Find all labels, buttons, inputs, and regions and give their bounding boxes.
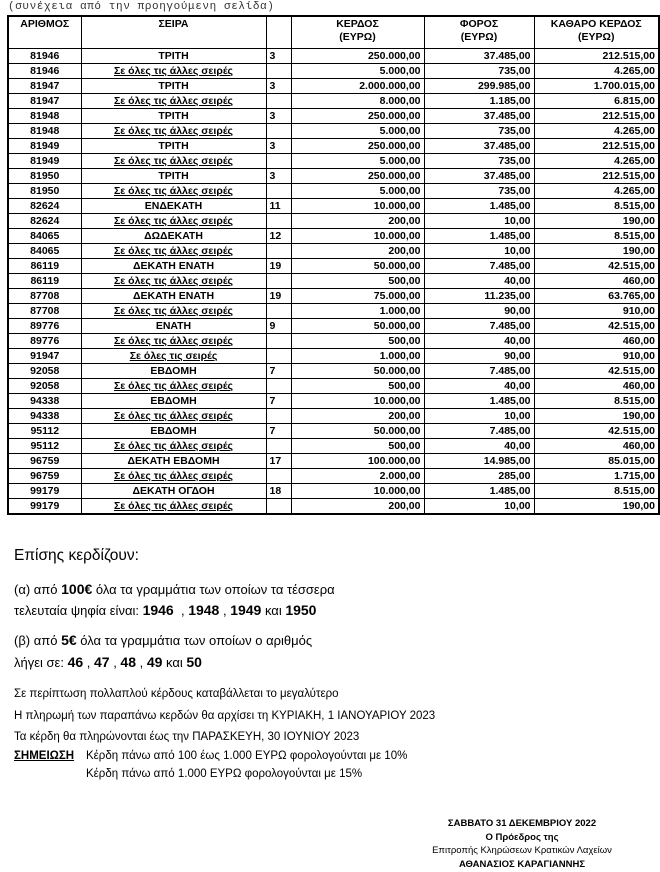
ticket-number: 81949 <box>8 139 81 154</box>
signature-block <box>402 817 642 871</box>
net-amount: 42.515,00 <box>534 364 659 379</box>
draw-number: 19 <box>266 289 291 304</box>
table-row <box>8 469 659 484</box>
net-amount: 4.265,00 <box>534 184 659 199</box>
series-name: ΤΡΙΤΗ <box>81 109 266 124</box>
table-row <box>8 424 659 439</box>
net-amount: 212.515,00 <box>534 109 659 124</box>
series-name: Σε όλες τις άλλες σειρές <box>81 379 266 394</box>
net-amount: 460,00 <box>534 334 659 349</box>
results-table <box>7 15 660 515</box>
ticket-number: 81949 <box>8 154 81 169</box>
table-row <box>8 229 659 244</box>
header-draw <box>266 16 291 49</box>
signature-committee: Επιτροπής Κληρώσεων Κρατικών Λαχείων <box>432 845 612 856</box>
tax-amount: 735,00 <box>424 184 534 199</box>
table-row <box>8 64 659 79</box>
prize-amount: 500,00 <box>291 439 424 454</box>
ticket-number: 81948 <box>8 124 81 139</box>
net-amount: 85.015,00 <box>534 454 659 469</box>
prize-amount: 10.000,00 <box>291 229 424 244</box>
tax-amount: 40,00 <box>424 334 534 349</box>
series-name: Σε όλες τις άλλες σειρές <box>81 499 266 515</box>
header-tax-label: ΦΟΡΟΣ <box>459 18 499 30</box>
net-amount: 1.700.015,00 <box>534 79 659 94</box>
prize-amount: 8.000,00 <box>291 94 424 109</box>
clause-a-number: 1950 <box>285 602 317 618</box>
tax-amount: 1.485,00 <box>424 394 534 409</box>
clause-b-line1 <box>14 632 312 648</box>
header-number: ΑΡΙΘΜΟΣ <box>8 16 81 49</box>
table-body <box>8 49 659 515</box>
draw-number <box>266 154 291 169</box>
clause-b-text: όλα τα γραμμάτια των οποίων ο αριθμός <box>76 633 313 648</box>
draw-number: 3 <box>266 169 291 184</box>
net-amount: 42.515,00 <box>534 259 659 274</box>
draw-number <box>266 334 291 349</box>
series-name: ΕΒΔΟΜΗ <box>81 364 266 379</box>
prize-amount: 1.000,00 <box>291 349 424 364</box>
conjunction: και <box>162 655 187 670</box>
tax-amount: 10,00 <box>424 409 534 424</box>
clause-b-number: 50 <box>186 654 202 670</box>
signature-role: Ο Πρόεδρος της <box>485 831 559 843</box>
net-amount: 212.515,00 <box>534 169 659 184</box>
series-name: Σε όλες τις άλλες σειρές <box>81 94 266 109</box>
ticket-number: 89776 <box>8 334 81 349</box>
tax-amount: 90,00 <box>424 349 534 364</box>
net-amount: 910,00 <box>534 349 659 364</box>
prize-amount: 250.000,00 <box>291 139 424 154</box>
net-amount: 190,00 <box>534 244 659 259</box>
tax-amount: 40,00 <box>424 439 534 454</box>
ticket-number: 94338 <box>8 409 81 424</box>
series-name: ΕΒΔΟΜΗ <box>81 394 266 409</box>
table-row <box>8 484 659 499</box>
ticket-number: 81946 <box>8 64 81 79</box>
draw-number <box>266 124 291 139</box>
table-row <box>8 169 659 184</box>
draw-number <box>266 94 291 109</box>
tax-amount: 7.485,00 <box>424 364 534 379</box>
clause-b-number: 47 <box>94 654 110 670</box>
table-row <box>8 289 659 304</box>
table-header-row <box>8 16 659 49</box>
tax-amount: 735,00 <box>424 154 534 169</box>
draw-number: 7 <box>266 394 291 409</box>
ticket-number: 95112 <box>8 439 81 454</box>
series-name: Σε όλες τις άλλες σειρές <box>81 409 266 424</box>
series-name: ΔΕΚΑΤΗ ΕΝΑΤΗ <box>81 259 266 274</box>
ticket-number: 81946 <box>8 49 81 64</box>
net-amount: 460,00 <box>534 274 659 289</box>
net-amount: 42.515,00 <box>534 319 659 334</box>
prize-amount: 500,00 <box>291 334 424 349</box>
prize-amount: 1.000,00 <box>291 304 424 319</box>
tax-amount: 37.485,00 <box>424 109 534 124</box>
series-name: Σε όλες τις άλλες σειρές <box>81 274 266 289</box>
prize-amount: 2.000,00 <box>291 469 424 484</box>
ticket-number: 87708 <box>8 304 81 319</box>
series-name: ΤΡΙΤΗ <box>81 169 266 184</box>
series-name: Σε όλες τις άλλες σειρές <box>81 64 266 79</box>
tax-amount: 285,00 <box>424 469 534 484</box>
header-prize <box>291 16 424 49</box>
tax-amount: 37.485,00 <box>424 139 534 154</box>
ticket-number: 84065 <box>8 229 81 244</box>
net-amount: 4.265,00 <box>534 64 659 79</box>
prize-amount: 10.000,00 <box>291 394 424 409</box>
clause-a-prefix: (α) από <box>14 582 62 597</box>
table-row <box>8 244 659 259</box>
ticket-number: 81950 <box>8 184 81 199</box>
series-name: ΕΝΑΤΗ <box>81 319 266 334</box>
prize-amount: 200,00 <box>291 409 424 424</box>
note-payment-end: Τα κέρδη θα πληρώνονται έως την ΠΑΡΑΣΚΕΥΗ, 30 ΙΟΥΝΙΟΥ 2023 <box>14 731 360 743</box>
separator: , <box>219 603 231 618</box>
table-row <box>8 274 659 289</box>
draw-number <box>266 469 291 484</box>
note-tax-1 <box>14 750 407 762</box>
ticket-number: 82624 <box>8 199 81 214</box>
draw-number <box>266 244 291 259</box>
prize-amount: 10.000,00 <box>291 484 424 499</box>
table-row <box>8 304 659 319</box>
clause-a-text2: τελευταία ψηφία είναι: <box>14 603 143 618</box>
net-amount: 460,00 <box>534 379 659 394</box>
table-row <box>8 184 659 199</box>
ticket-number: 81948 <box>8 109 81 124</box>
draw-number <box>266 349 291 364</box>
table-row <box>8 79 659 94</box>
table-row <box>8 139 659 154</box>
separator: , <box>109 655 121 670</box>
ticket-number: 86119 <box>8 259 81 274</box>
prize-amount: 100.000,00 <box>291 454 424 469</box>
net-amount: 63.765,00 <box>534 289 659 304</box>
separator: , <box>83 655 94 670</box>
tax-amount: 1.485,00 <box>424 484 534 499</box>
note-label: ΣΗΜΕΙΩΣΗ <box>14 750 75 762</box>
net-amount: 8.515,00 <box>534 229 659 244</box>
header-prize-label: ΚΕΡΔΟΣ <box>336 18 379 30</box>
draw-number <box>266 409 291 424</box>
table-row <box>8 394 659 409</box>
draw-number <box>266 439 291 454</box>
draw-number: 11 <box>266 199 291 214</box>
draw-number <box>266 214 291 229</box>
tax-amount: 10,00 <box>424 499 534 515</box>
ticket-number: 96759 <box>8 454 81 469</box>
clause-a-number: 1946 <box>142 602 174 618</box>
ticket-number: 81947 <box>8 79 81 94</box>
tax-amount: 7.485,00 <box>424 424 534 439</box>
prize-amount: 50.000,00 <box>291 319 424 334</box>
table-row <box>8 379 659 394</box>
tax-amount: 37.485,00 <box>424 49 534 64</box>
header-net <box>534 16 659 49</box>
tax-amount: 40,00 <box>424 379 534 394</box>
table-row <box>8 49 659 64</box>
header-net-label: ΚΑΘΑΡΟ ΚΕΡΔΟΣ <box>550 18 642 30</box>
draw-number: 3 <box>266 109 291 124</box>
series-name: ΤΡΙΤΗ <box>81 139 266 154</box>
clause-b-text2: λήγει σε: <box>14 655 68 670</box>
prize-amount: 250.000,00 <box>291 169 424 184</box>
draw-number: 17 <box>266 454 291 469</box>
clause-b-prefix: (β) από <box>14 633 62 648</box>
draw-number <box>266 64 291 79</box>
table-row <box>8 154 659 169</box>
tax-amount: 90,00 <box>424 304 534 319</box>
clause-b-number: 46 <box>67 654 84 670</box>
draw-number: 7 <box>266 364 291 379</box>
series-name: Σε όλες τις άλλες σειρές <box>81 124 266 139</box>
ticket-number: 92058 <box>8 364 81 379</box>
prize-amount: 50.000,00 <box>291 424 424 439</box>
net-amount: 8.515,00 <box>534 199 659 214</box>
draw-number: 7 <box>266 424 291 439</box>
draw-number: 3 <box>266 139 291 154</box>
ticket-number: 87708 <box>8 289 81 304</box>
prize-amount: 10.000,00 <box>291 199 424 214</box>
clause-b-number: 49 <box>146 654 163 670</box>
prize-amount: 5.000,00 <box>291 184 424 199</box>
header-net-unit: (ΕΥΡΩ) <box>578 31 615 43</box>
series-name: Σε όλες τις άλλες σειρές <box>81 214 266 229</box>
draw-number: 3 <box>266 49 291 64</box>
series-name: ΔΩΔΕΚΑΤΗ <box>81 229 266 244</box>
net-amount: 8.515,00 <box>534 394 659 409</box>
table-row <box>8 409 659 424</box>
table-row <box>8 439 659 454</box>
tax-amount: 7.485,00 <box>424 259 534 274</box>
net-amount: 4.265,00 <box>534 154 659 169</box>
clause-a-text: όλα τα γραμμάτια των οποίων τα τέσσερα <box>92 582 335 597</box>
series-name: Σε όλες τις άλλες σειρές <box>81 439 266 454</box>
prize-amount: 2.000.000,00 <box>291 79 424 94</box>
net-amount: 190,00 <box>534 214 659 229</box>
prize-amount: 250.000,00 <box>291 109 424 124</box>
note-multiple-win: Σε περίπτωση πολλαπλού κέρδους καταβάλλεται το μεγαλύτερο <box>14 688 339 700</box>
tax-amount: 10,00 <box>424 214 534 229</box>
net-amount: 190,00 <box>534 499 659 515</box>
series-name: Σε όλες τις άλλες σειρές <box>81 244 266 259</box>
series-name: Σε όλες τις άλλες σειρές <box>81 184 266 199</box>
series-name: ΔΕΚΑΤΗ ΕΝΑΤΗ <box>81 289 266 304</box>
ticket-number: 81950 <box>8 169 81 184</box>
prize-amount: 50.000,00 <box>291 364 424 379</box>
series-name: ΤΡΙΤΗ <box>81 49 266 64</box>
ticket-number: 92058 <box>8 379 81 394</box>
ticket-number: 82624 <box>8 214 81 229</box>
ticket-number: 86119 <box>8 274 81 289</box>
tax-amount: 735,00 <box>424 124 534 139</box>
header-tax <box>424 16 534 49</box>
ticket-number: 84065 <box>8 244 81 259</box>
draw-number <box>266 274 291 289</box>
ticket-number: 94338 <box>8 394 81 409</box>
prize-amount: 200,00 <box>291 499 424 515</box>
prize-amount: 500,00 <box>291 379 424 394</box>
tax-amount: 7.485,00 <box>424 319 534 334</box>
table-row <box>8 124 659 139</box>
table-row <box>8 199 659 214</box>
series-name: Σε όλες τις άλλες σειρές <box>81 154 266 169</box>
clause-a-number: 1948 <box>188 602 220 618</box>
table-row <box>8 109 659 124</box>
clause-a-amount: 100€ <box>61 581 93 597</box>
tax-amount: 299.985,00 <box>424 79 534 94</box>
series-name: ΔΕΚΑΤΗ ΕΒΔΟΜΗ <box>81 454 266 469</box>
clause-b-line2 <box>14 654 202 670</box>
draw-number: 3 <box>266 79 291 94</box>
also-win-title: Επίσης κερδίζουν: <box>14 547 139 564</box>
net-amount: 1.715,00 <box>534 469 659 484</box>
series-name: ΔΕΚΑΤΗ ΟΓΔΟΗ <box>81 484 266 499</box>
net-amount: 212.515,00 <box>534 139 659 154</box>
draw-number: 9 <box>266 319 291 334</box>
net-amount: 212.515,00 <box>534 49 659 64</box>
net-amount: 8.515,00 <box>534 484 659 499</box>
ticket-number: 96759 <box>8 469 81 484</box>
separator: , <box>136 655 147 670</box>
prize-amount: 5.000,00 <box>291 124 424 139</box>
prize-amount: 200,00 <box>291 244 424 259</box>
ticket-number: 95112 <box>8 424 81 439</box>
series-name: Σε όλες τις άλλες σειρές <box>81 334 266 349</box>
series-name: ΕΝΔΕΚΑΤΗ <box>81 199 266 214</box>
table-row <box>8 214 659 229</box>
signature-name: ΑΘΑΝΑΣΙΟΣ ΚΑΡΑΓΙΑΝΝΗΣ <box>458 858 586 870</box>
prize-amount: 5.000,00 <box>291 64 424 79</box>
table-row <box>8 94 659 109</box>
ticket-number: 99179 <box>8 484 81 499</box>
ticket-number: 91947 <box>8 349 81 364</box>
tax-amount: 40,00 <box>424 274 534 289</box>
series-name: Σε όλες τις σειρές <box>81 349 266 364</box>
note-payment-start: Η πληρωμή των παραπάνω κερδών θα αρχίσει τη ΚΥΡΙΑΚΗ, 1 ΙΑΝΟΥΑΡΙΟΥ 2023 <box>14 710 436 722</box>
prize-amount: 200,00 <box>291 214 424 229</box>
header-series: ΣΕΙΡΑ <box>81 16 266 49</box>
series-name: ΕΒΔΟΜΗ <box>81 424 266 439</box>
note-tax-2: Κέρδη πάνω από 1.000 ΕΥΡΩ φορολογούνται με 15% <box>86 768 363 780</box>
prize-amount: 75.000,00 <box>291 289 424 304</box>
clause-a-line1 <box>14 581 335 597</box>
tax-amount: 735,00 <box>424 64 534 79</box>
net-amount: 460,00 <box>534 439 659 454</box>
clause-a-number: 1949 <box>230 602 262 618</box>
tax-amount: 14.985,00 <box>424 454 534 469</box>
header-prize-unit: (ΕΥΡΩ) <box>339 31 376 43</box>
series-name: Σε όλες τις άλλες σειρές <box>81 304 266 319</box>
draw-number <box>266 379 291 394</box>
series-name: Σε όλες τις άλλες σειρές <box>81 469 266 484</box>
table-row <box>8 499 659 515</box>
draw-number <box>266 184 291 199</box>
draw-number <box>266 304 291 319</box>
table-row <box>8 334 659 349</box>
draw-number: 19 <box>266 259 291 274</box>
tax-amount: 37.485,00 <box>424 169 534 184</box>
table-row <box>8 259 659 274</box>
net-amount: 42.515,00 <box>534 424 659 439</box>
table-row <box>8 349 659 364</box>
tax-amount: 1.485,00 <box>424 199 534 214</box>
tax-amount: 1.485,00 <box>424 229 534 244</box>
table-row <box>8 454 659 469</box>
table-row <box>8 319 659 334</box>
table-row <box>8 364 659 379</box>
prize-amount: 5.000,00 <box>291 154 424 169</box>
tax-amount: 11.235,00 <box>424 289 534 304</box>
continuation-note: (συνέχεια από την προηγούμενη σελίδα) <box>8 1 275 13</box>
ticket-number: 81947 <box>8 94 81 109</box>
separator: , <box>173 603 189 618</box>
clause-b-amount: 5€ <box>61 632 77 648</box>
tax-amount: 10,00 <box>424 244 534 259</box>
signature-date: ΣΑΒΒΑΤΟ 31 ΔΕΚΕΜΒΡΙΟΥ 2022 <box>447 818 597 829</box>
net-amount: 6.815,00 <box>534 94 659 109</box>
net-amount: 4.265,00 <box>534 124 659 139</box>
note-tax-1-text: Κέρδη πάνω από 100 έως 1.000 ΕΥΡΩ φορολογούνται με 10% <box>86 750 408 762</box>
draw-number: 18 <box>266 484 291 499</box>
header-tax-unit: (ΕΥΡΩ) <box>460 31 498 43</box>
tax-amount: 1.185,00 <box>424 94 534 109</box>
net-amount: 190,00 <box>534 409 659 424</box>
ticket-number: 99179 <box>8 499 81 515</box>
prize-amount: 50.000,00 <box>291 259 424 274</box>
draw-number: 12 <box>266 229 291 244</box>
prize-amount: 250.000,00 <box>291 49 424 64</box>
draw-number <box>266 499 291 515</box>
clause-a-line2 <box>14 602 316 618</box>
conjunction: και <box>261 603 286 618</box>
prize-amount: 500,00 <box>291 274 424 289</box>
clause-b-number: 48 <box>120 654 136 670</box>
net-amount: 910,00 <box>534 304 659 319</box>
ticket-number: 89776 <box>8 319 81 334</box>
series-name: ΤΡΙΤΗ <box>81 79 266 94</box>
